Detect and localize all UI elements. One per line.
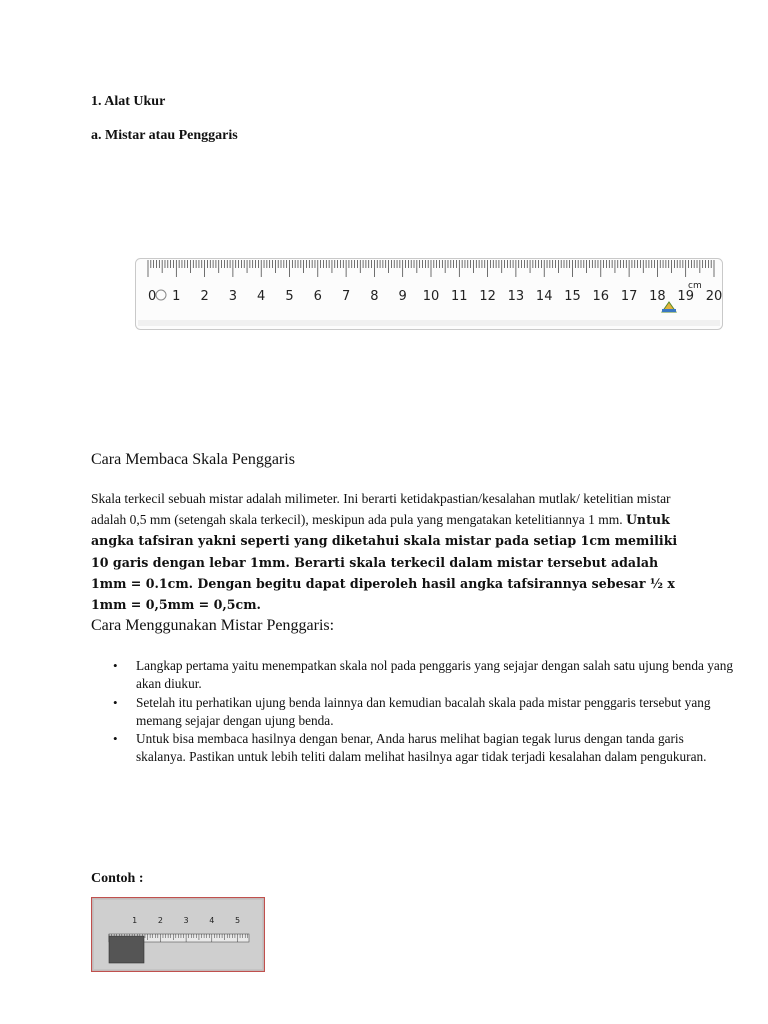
ruler-number-label: 5 bbox=[285, 289, 294, 304]
contoh-label: Contoh : bbox=[91, 871, 144, 886]
ruler-number-label: 17 bbox=[620, 289, 638, 304]
ruler-number-label: 1 bbox=[172, 289, 181, 304]
example-number-label: 1 bbox=[132, 916, 138, 925]
ruler-image bbox=[135, 258, 723, 330]
heading-sub: a. Mistar atau Penggaris bbox=[91, 128, 238, 143]
list-item: • Langkap pertama yaitu menempatkan skala nol pada penggaris yang sejajar dengan salah satu ujung benda yang akan diukur. bbox=[136, 657, 736, 694]
ruler-number-label: 11 bbox=[451, 289, 468, 304]
ruler-number-label: 3 bbox=[228, 289, 238, 304]
ruler-zero-label: 0 bbox=[148, 289, 157, 304]
ruler-number-label: 16 bbox=[592, 289, 610, 304]
section-title-reading: Cara Membaca Skala Penggaris bbox=[91, 451, 295, 468]
example-number-label: 5 bbox=[234, 916, 241, 925]
list-item: • Setelah itu perhatikan ujung benda lainnya dan kemudian bacalah skala pada mistar penggaris tersebut yang memang sejajar dengan ujung benda. bbox=[136, 694, 736, 731]
ruler-number-label: 2 bbox=[200, 289, 209, 304]
ruler-number-label: 4 bbox=[257, 289, 266, 304]
ruler-unit-label: cm bbox=[688, 281, 702, 291]
ruler-number-label: 18 bbox=[649, 289, 666, 304]
ruler-number-label: 14 bbox=[535, 289, 553, 304]
reading-text-bold: Untuk angka tafsiran yakni seperti yang diketahui skala mistar pada setiap 1cm memiliki 10 garis dengan lebar 1mm. Berarti skala terkecil dalam mistar tersebut adalah 1mm = 0.1cm. Dengan begitu dapat diperoleh hasil angka tafsirannya sebesar ½ x 1mm = 0,5mm = 0,5cm. bbox=[91, 512, 678, 613]
ruler-number-label: 19 bbox=[677, 289, 694, 304]
list-item: • Untuk bisa membaca hasilnya dengan benar, Anda harus melihat bagian tegak lurus dengan tanda garis skalanya. Pastikan untuk lebih teliti dalam melihat hasilnya agar tidak terjadi kesalahan dalam pengukuran. bbox=[136, 730, 736, 767]
example-number-label: 2 bbox=[157, 916, 163, 925]
example-number-label: 3 bbox=[183, 916, 189, 925]
usage-list bbox=[91, 657, 736, 767]
ruler-number-label: 20 bbox=[705, 289, 723, 304]
ruler-number-label: 8 bbox=[370, 289, 379, 304]
example-ruler-image bbox=[91, 897, 265, 972]
section-title-usage: Cara Menggunakan Mistar Penggaris: bbox=[91, 617, 335, 634]
ruler-number-label: 13 bbox=[507, 289, 525, 304]
example-number-label: 4 bbox=[209, 916, 215, 925]
ruler-number-label: 7 bbox=[341, 289, 351, 304]
measured-object bbox=[109, 936, 144, 963]
reading-text-plain: Skala terkecil sebuah mistar adalah milimeter. Ini berarti ketidakpastian/kesalahan mutlak/ ketelitian mistar adalah 0,5 mm (setengah skala terkecil), meskipun ada pula yang mengatakan ketelitiannya 1 mm. bbox=[91, 491, 671, 528]
ruler-number-label: 12 bbox=[479, 289, 496, 304]
reading-paragraph bbox=[91, 488, 681, 615]
ruler-number-label: 10 bbox=[422, 289, 440, 304]
ruler-number-label: 9 bbox=[398, 289, 407, 304]
heading-number: 1. Alat Ukur bbox=[91, 94, 166, 109]
ruler-number-label: 6 bbox=[313, 289, 322, 304]
ruler-number-label: 15 bbox=[564, 289, 581, 304]
